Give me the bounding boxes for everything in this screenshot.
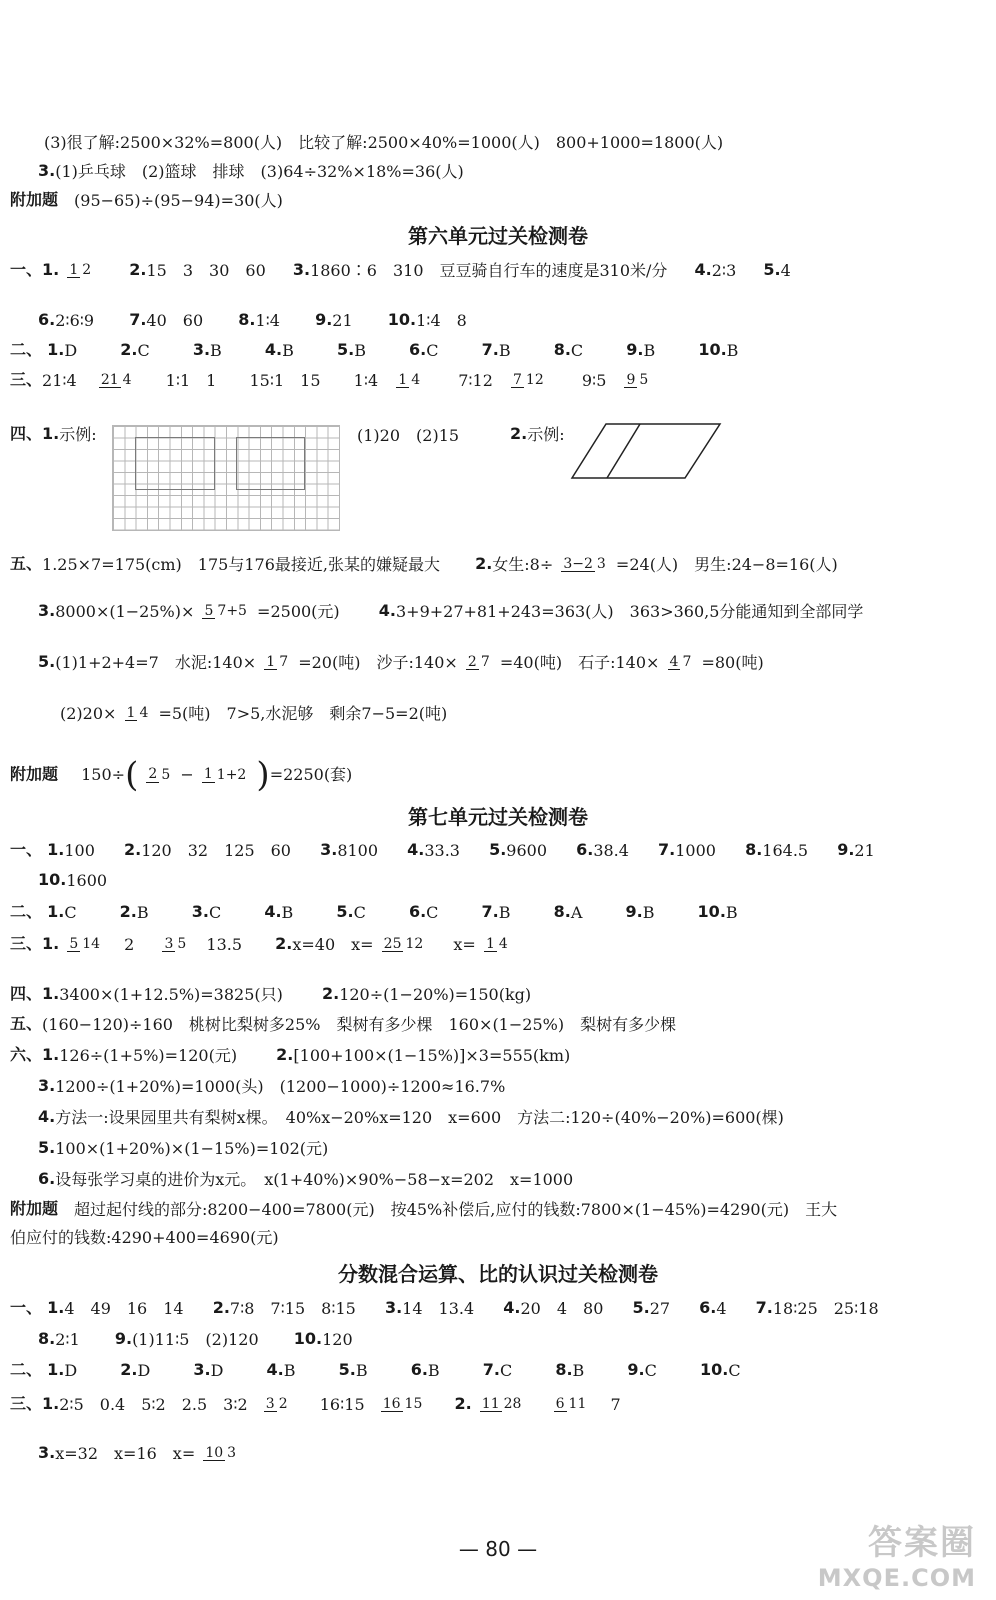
unit6-s5-3: 3.8000×(1−25%)× 5 7+5 =2500(元) 4.3+9+27+81+243=363(人) 363>360,5分能通知到全部同学 bbox=[38, 601, 864, 621]
unit7-s3: 三、1. 5 14 2 3 5 13.5 2.x=40 x= 25 12 x= 1 4 bbox=[10, 934, 508, 954]
unit8-s1-row1: 一、 1.4 49 16 14 2.7∶8 7∶15 8∶15 3.14 13.4 4.20 4 80 5.27 6.4 7.18∶25 25∶18 bbox=[10, 1298, 879, 1318]
grid-figure bbox=[112, 425, 340, 531]
prev-line-1: (3)很了解:2500×32%=800(人) 比较了解:2500×40%=1000(人) 800+1000=1800(人) bbox=[44, 132, 724, 152]
unit6-s4-2-label: 2.示例: bbox=[510, 424, 565, 444]
prev-line-2: 3.(1)乒乓球 (2)篮球 排球 (3)64÷32%×18%=36(人) bbox=[38, 161, 464, 181]
unit6-title: 第六单元过关检测卷 bbox=[408, 224, 588, 248]
page-number-value: 80 bbox=[485, 1537, 511, 1561]
unit7-s2: 二、 1.C 2.B 3.C 4.B 5.C 6.C 7.B 8.A 9.B 10.B bbox=[10, 902, 738, 922]
unit7-bonus-2: 伯应付的钱数:4290+400=4690(元) bbox=[10, 1227, 279, 1247]
unit6-s1-row1: 一、1. 1 2 2.15 3 30 60 3.1860∶6 310 豆豆骑自行车的速度是310米/分 4.2∶3 5.4 bbox=[10, 260, 791, 280]
unit6-s4-label: 四、1.示例: bbox=[10, 424, 97, 444]
unit7-s4: 四、1.3400×(1+12.5%)=3825(只) 2.120÷(1−20%)=150(kg) bbox=[10, 984, 532, 1004]
unit6-s2: 二、 1.D 2.C 3.B 4.B 5.B 6.C 7.B 8.C 9.B 10.B bbox=[10, 340, 739, 360]
unit6-bonus: 附加题 150÷( 2 5 − 1 1+2 )=2250(套) bbox=[10, 755, 353, 795]
unit6-s5-1: 五、1.25×7=175(cm) 175与176最接近,张某的嫌疑最大 2.女生:8÷ 3−2 3 =24(人) 男生:24−8=16(人) bbox=[10, 554, 838, 574]
unit8-s3: 三、1.2∶5 0.4 5∶2 2.5 3∶2 3 2 16∶15 16 15 2. 11 28 6 11 7 bbox=[10, 1394, 621, 1414]
prev-bonus: 附加题 (95−65)÷(95−94)=30(人) bbox=[10, 190, 283, 210]
unit7-s1-row1: 一、 1.100 2.120 32 125 60 3.8100 4.33.3 5.9600 6.38.4 7.1000 8.164.5 9.21 bbox=[10, 840, 875, 860]
unit8-s3-3: 3.x=32 x=16 x= 10 3 bbox=[38, 1443, 237, 1463]
unit7-s6-5: 5.100×(1+20%)×(1−15%)=102(元) bbox=[38, 1138, 329, 1158]
unit7-s1-row2: 10.1600 bbox=[38, 870, 108, 890]
unit7-s6-1: 六、1.126÷(1+5%)=120(元) 2.[100+100×(1−15%)]×3=555(km) bbox=[10, 1045, 571, 1065]
parallelogram-figure bbox=[570, 420, 725, 482]
rectangle-a bbox=[135, 437, 215, 490]
unit7-bonus-1: 附加题 超过起付线的部分:8200−400=7800(元) 按45%补偿后,应付的钱数:7800×(1−45%)=4290(元) 王大 bbox=[10, 1199, 838, 1219]
unit8-title: 分数混合运算、比的认识过关检测卷 bbox=[338, 1262, 658, 1286]
unit7-s6-6: 6.设每张学习桌的进价为x元。 x(1+40%)×90%−58−x=202 x=1000 bbox=[38, 1169, 574, 1189]
unit8-s1-row2: 8.2∶1 9.(1)11∶5 (2)120 10.120 bbox=[38, 1329, 353, 1349]
unit6-s5-5: 5.(1)1+2+4=7 水泥:140× 1 7 =20(吨) 沙子:140× 2 7 =40(吨) 石子:140× 4 7 =80(吨) bbox=[38, 652, 764, 672]
unit7-s6-3: 3.1200÷(1+20%)=1000(头) (1200−1000)÷1200≈16.7% bbox=[38, 1076, 506, 1096]
unit6-s5-6: (2)20× 1 4 =5(吨) 7>5,水泥够 剩余7−5=2(吨) bbox=[60, 703, 448, 723]
unit8-s2: 二、 1.D 2.D 3.D 4.B 5.B 6.B 7.C 8.B 9.C 10.C bbox=[10, 1360, 741, 1380]
unit6-s3: 三、21∶4 21 4 1∶1 1 15∶1 15 1∶4 1 4 7∶12 7 12 9∶5 9 5 bbox=[10, 370, 649, 390]
watermark-logo bbox=[818, 1515, 976, 1592]
unit6-s1-row2: 6.2∶6∶9 7.40 60 8.1∶4 9.21 10.1∶4 8 bbox=[38, 310, 467, 330]
unit6-s4-answers: (1)20 (2)15 bbox=[357, 425, 460, 445]
rectangle-b bbox=[236, 437, 305, 490]
watermark-top: 答案圈 bbox=[868, 1523, 976, 1563]
watermark-bottom: MXQE.COM bbox=[817, 1564, 976, 1592]
page-number: — 80 — bbox=[458, 1537, 538, 1561]
unit7-s5: 五、(160−120)÷160 桃树比梨树多25% 梨树有多少棵 160×(1−25%) 梨树有多少棵 bbox=[10, 1014, 677, 1034]
unit7-title: 第七单元过关检测卷 bbox=[408, 805, 588, 829]
unit7-s6-4: 4.方法一:设果园里共有梨树x棵。 40%x−20%x=120 x=600 方法二:120÷(40%−20%)=600(棵) bbox=[38, 1107, 784, 1127]
